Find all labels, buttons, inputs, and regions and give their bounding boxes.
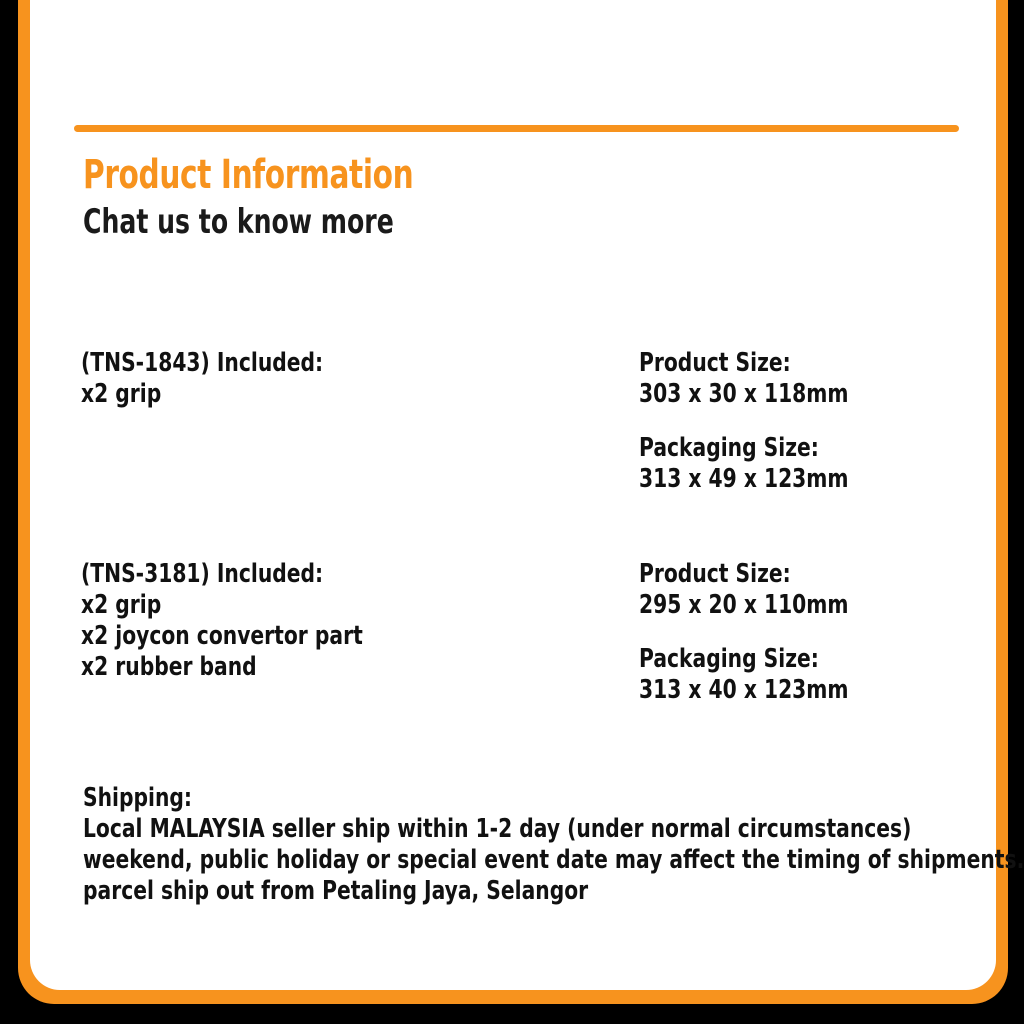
product-1-size-label: Product Size: bbox=[639, 348, 791, 378]
product-2-included-header: (TNS-3181) Included: bbox=[81, 559, 324, 589]
shipping-label: Shipping: bbox=[83, 783, 193, 813]
product-2-packaging-value: 313 x 40 x 123mm bbox=[639, 675, 849, 705]
product-2-item: x2 grip bbox=[81, 590, 162, 620]
shipping-line: Local MALAYSIA seller ship within 1-2 day (under normal circumstances) bbox=[83, 814, 912, 844]
product-2-size-value: 295 x 20 x 110mm bbox=[639, 590, 849, 620]
shipping-line: weekend, public holiday or special event date may affect the timing of shipments. bbox=[83, 845, 1024, 875]
shipping-line: parcel ship out from Petaling Jaya, Selangor bbox=[83, 876, 589, 906]
product-1-packaging-label: Packaging Size: bbox=[639, 433, 819, 463]
product-2-included bbox=[81, 559, 363, 683]
header-divider bbox=[74, 125, 959, 132]
product-1-item: x2 grip bbox=[81, 379, 162, 409]
product-2-size-label: Product Size: bbox=[639, 559, 791, 589]
product-1-sizes bbox=[639, 348, 849, 495]
product-1-size-value: 303 x 30 x 118mm bbox=[639, 379, 849, 409]
page-title: Product Information bbox=[83, 152, 414, 198]
product-2-item: x2 rubber band bbox=[81, 652, 257, 682]
product-2-sizes bbox=[639, 559, 849, 706]
product-1-packaging-value: 313 x 49 x 123mm bbox=[639, 464, 849, 494]
page-subtitle: Chat us to know more bbox=[83, 202, 394, 242]
shipping-info bbox=[83, 783, 1024, 907]
product-1-included-header: (TNS-1843) Included: bbox=[81, 348, 324, 378]
product-2-item: x2 joycon convertor part bbox=[81, 621, 363, 651]
product-1-included bbox=[81, 348, 323, 410]
product-2-packaging-label: Packaging Size: bbox=[639, 644, 819, 674]
